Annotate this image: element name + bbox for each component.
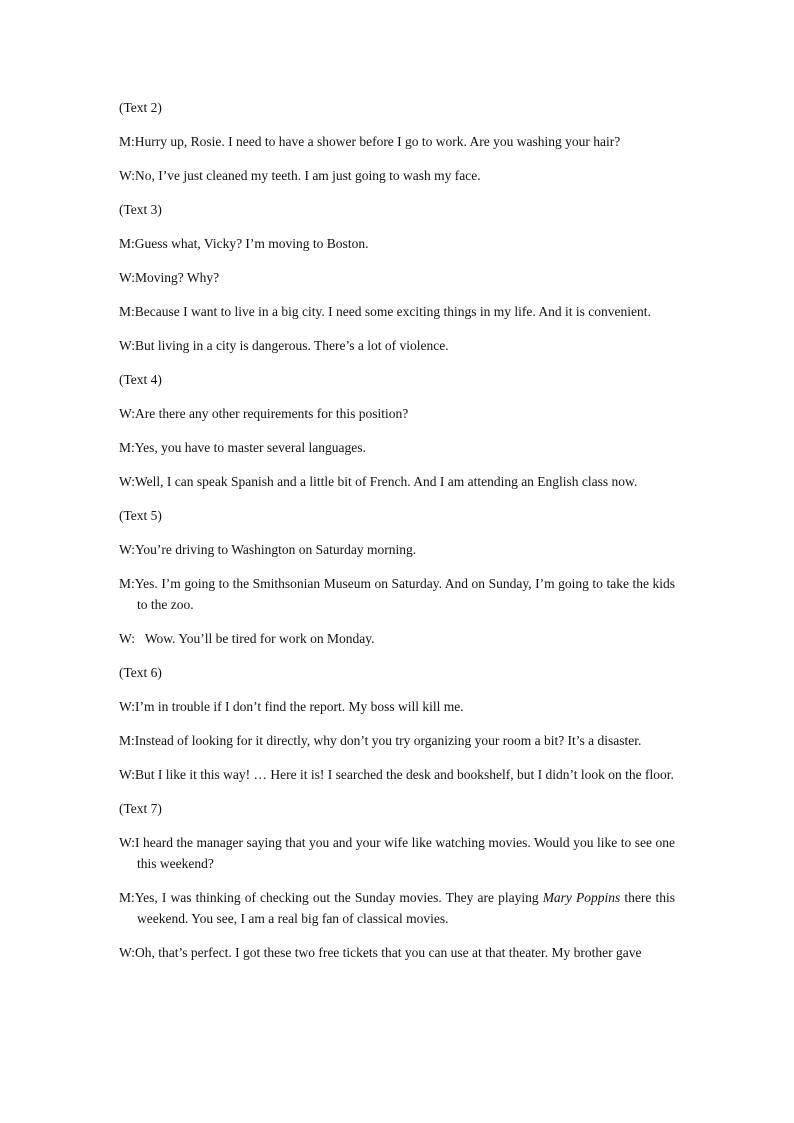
speaker-label: W: <box>119 699 135 714</box>
dialogue-line <box>119 764 675 785</box>
speaker-label: M: <box>119 304 135 319</box>
section-heading: (Text 7) <box>119 801 162 816</box>
utterance-text: Oh, that’s perfect. I got these two free tickets that you can use at that theater. My brother gave <box>135 945 642 960</box>
utterance-text: I heard the manager saying that you and your wife like watching movies. Would you like to see one this weekend? <box>135 835 675 871</box>
utterance-text: You’re driving to Washington on Saturday morning. <box>135 542 417 557</box>
movie-title: Mary Poppins <box>542 890 621 905</box>
dialogue-line <box>119 233 675 254</box>
speaker-label: W: <box>119 474 135 489</box>
dialogue-line <box>119 437 675 458</box>
dialogue-line <box>119 832 675 874</box>
dialogue-line <box>119 335 675 356</box>
utterance-text: Hurry up, Rosie. I need to have a shower before I go to work. Are you washing your hair? <box>134 134 621 149</box>
speaker-label: M: <box>119 236 135 251</box>
utterance-text-after: there this weekend. You see, I am a real big fan of classical movies. <box>137 890 675 926</box>
section-heading: (Text 6) <box>119 665 162 680</box>
section-heading: (Text 5) <box>119 508 162 523</box>
speaker-label: M: <box>119 440 135 455</box>
utterance-text: Moving? Why? <box>135 270 220 285</box>
speaker-label: W: <box>119 835 135 850</box>
speaker-label: W: <box>119 767 135 782</box>
speaker-label: W: <box>119 270 135 285</box>
speaker-label: M: <box>119 733 135 748</box>
dialogue-line <box>119 267 675 288</box>
speaker-label: W: <box>119 168 135 183</box>
section-heading: (Text 4) <box>119 372 162 387</box>
speaker-label: W: <box>119 542 135 557</box>
speaker-label: M: <box>119 576 135 591</box>
utterance-text: Yes. I’m going to the Smithsonian Museum on Saturday. And on Sunday, I’m going to take the kids to the zoo. <box>134 576 675 612</box>
dialogue-line <box>119 301 675 322</box>
dialogue-line <box>119 131 675 152</box>
utterance-text: Well, I can speak Spanish and a little bit of French. And I am attending an English class now. <box>135 474 638 489</box>
utterance-text: Are there any other requirements for this position? <box>135 406 409 421</box>
speaker-label: M: <box>119 134 135 149</box>
speaker-label: W: <box>119 631 145 646</box>
dialogue-line <box>119 887 675 929</box>
utterance-text: I’m in trouble if I don’t find the report. My boss will kill me. <box>135 699 464 714</box>
utterance-text: Yes, you have to master several languages. <box>134 440 366 455</box>
dialogue-line <box>119 165 675 186</box>
speaker-label: M: <box>119 890 135 905</box>
section-heading: (Text 2) <box>119 100 162 115</box>
dialogue-line <box>119 539 675 560</box>
utterance-text: Guess what, Vicky? I’m moving to Boston. <box>134 236 369 251</box>
dialogue-line <box>119 471 675 492</box>
dialogue-line <box>119 628 675 649</box>
dialogue-line <box>119 696 675 717</box>
utterance-text: Instead of looking for it directly, why don’t you try organizing your room a bit? It’s a disaster. <box>134 733 642 748</box>
utterance-text: Wow. You’ll be tired for work on Monday. <box>144 631 375 646</box>
dialogue-line <box>119 573 675 615</box>
utterance-text: No, I’ve just cleaned my teeth. I am just going to wash my face. <box>135 168 481 183</box>
section-heading: (Text 3) <box>119 202 162 217</box>
utterance-text-before: Yes, I was thinking of checking out the Sunday movies. They are playing <box>134 890 543 905</box>
dialogue-line <box>119 730 675 751</box>
speaker-label: W: <box>119 945 135 960</box>
speaker-label: W: <box>119 338 135 353</box>
utterance-text: But living in a city is dangerous. There’s a lot of violence. <box>135 338 449 353</box>
utterance-text: Because I want to live in a big city. I need some exciting things in my life. And it is convenient. <box>134 304 651 319</box>
utterance-text: But I like it this way! … Here it is! I searched the desk and bookshelf, but I didn’t look on the floor. <box>135 767 674 782</box>
dialogue-line <box>119 942 675 963</box>
dialogue-line <box>119 403 675 424</box>
speaker-label: W: <box>119 406 135 421</box>
